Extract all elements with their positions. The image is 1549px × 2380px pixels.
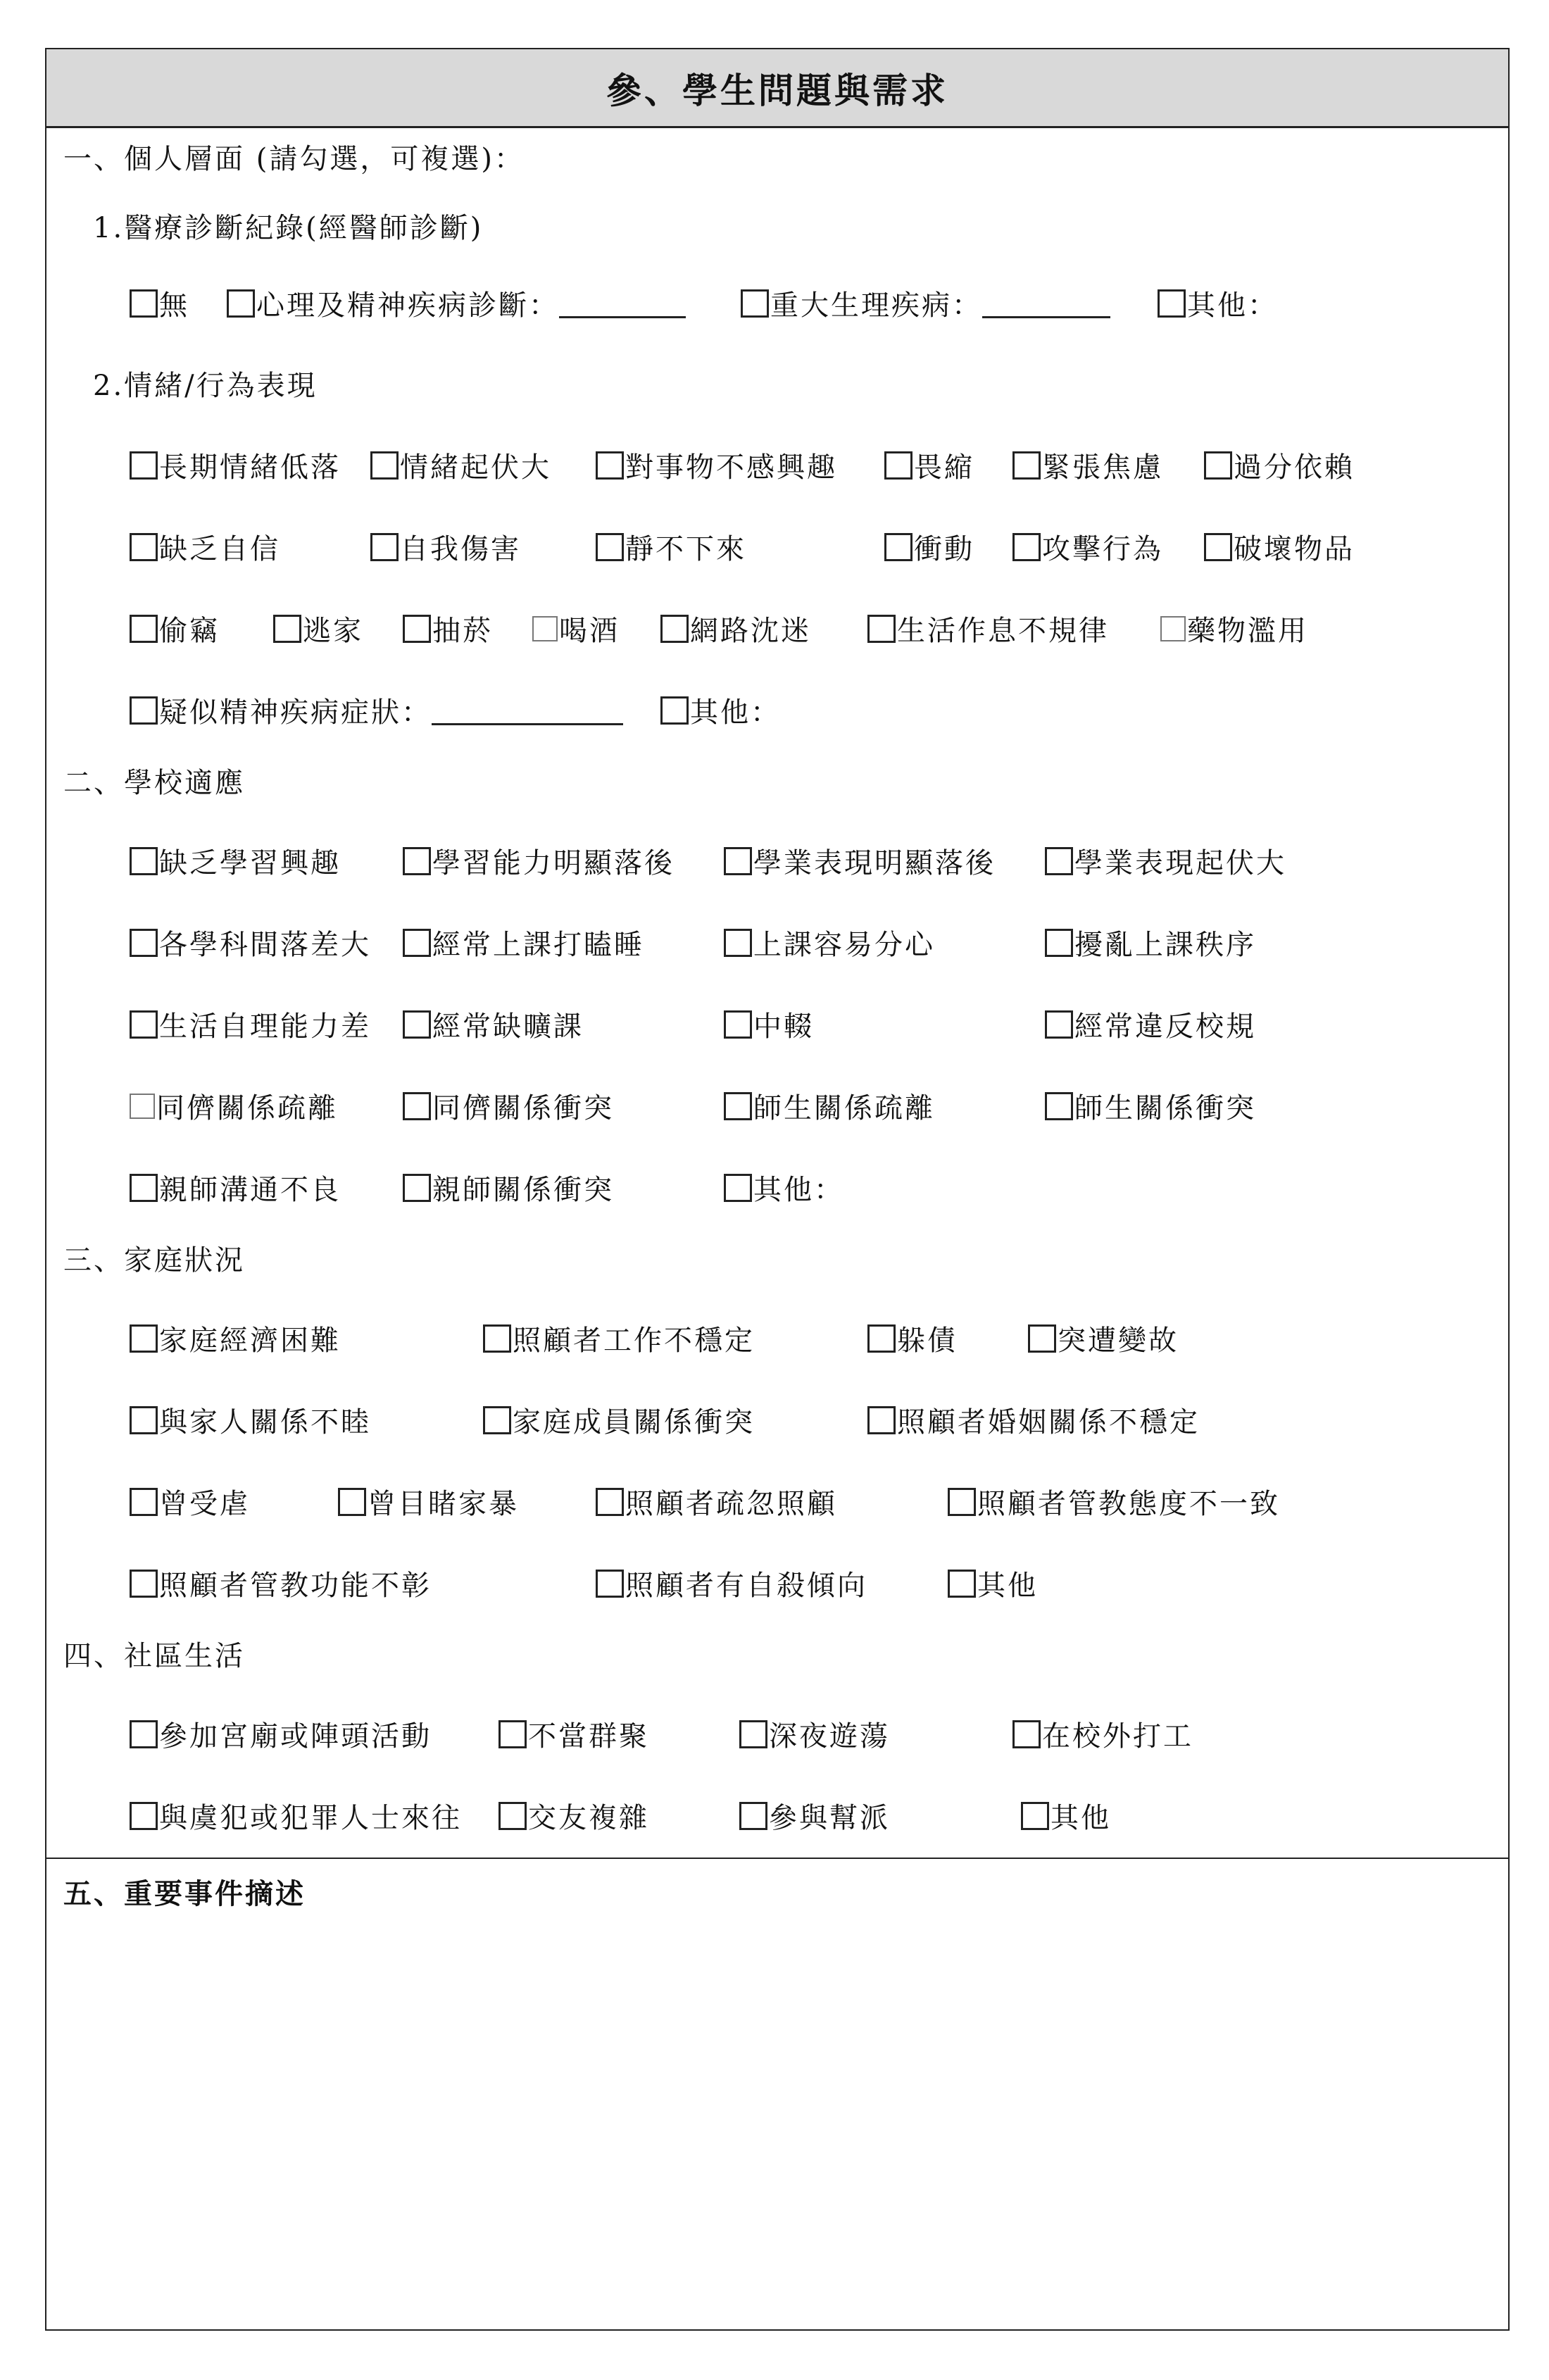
checkbox[interactable] <box>1045 847 1073 875</box>
option-family[interactable]: 曾目睹家暴 <box>338 1482 519 1522</box>
option-physical-illness[interactable]: 重大生理疾病： <box>741 283 1110 323</box>
checkbox[interactable] <box>1012 1720 1041 1748</box>
checkbox[interactable] <box>130 1488 158 1516</box>
option-school[interactable]: 親師溝通不良 <box>130 1167 341 1208</box>
option-school[interactable]: 同儕關係衝突 <box>403 1086 614 1126</box>
form-title: 參、學生問題與需求 <box>606 69 948 111</box>
checkbox[interactable] <box>403 615 431 643</box>
checkbox[interactable] <box>724 847 752 875</box>
option-family[interactable]: 照顧者婚姻關係不穩定 <box>867 1400 1200 1440</box>
checkbox[interactable] <box>1045 1092 1073 1120</box>
option-mental-diagnosis[interactable]: 心理及精神疾病診斷： <box>227 283 686 323</box>
checkbox[interactable] <box>1021 1802 1049 1830</box>
checkbox[interactable] <box>130 1010 158 1039</box>
option-school[interactable]: 學業表現明顯落後 <box>724 841 996 881</box>
checkbox[interactable] <box>1045 1010 1073 1039</box>
option-behavior[interactable]: 偷竊 <box>130 608 220 649</box>
option-emotion[interactable]: 對事物不感興趣 <box>596 445 837 485</box>
event-summary-area[interactable] <box>46 1922 1508 2324</box>
checkbox[interactable] <box>1012 451 1041 480</box>
option-family[interactable]: 照顧者管教態度不一致 <box>948 1482 1280 1522</box>
checkbox[interactable] <box>948 1488 976 1516</box>
checkbox[interactable] <box>403 1092 431 1120</box>
option-community[interactable]: 交友複雜 <box>498 1796 649 1836</box>
option-community[interactable]: 在校外打工 <box>1012 1714 1193 1754</box>
option-school[interactable]: 生活自理能力差 <box>130 1004 371 1044</box>
checkbox[interactable] <box>1160 616 1186 641</box>
option-school[interactable]: 各學科間落差大 <box>130 922 371 963</box>
checkbox[interactable] <box>867 1406 896 1434</box>
checkbox[interactable] <box>498 1802 527 1830</box>
option-community[interactable]: 深夜遊蕩 <box>739 1714 890 1754</box>
option-other-medical[interactable]: 其他： <box>1158 283 1278 323</box>
checkbox[interactable] <box>130 1570 158 1598</box>
option-behavior[interactable]: 藥物濫用 <box>1160 608 1308 649</box>
option-emotion[interactable]: 自我傷害 <box>370 527 521 567</box>
checkbox[interactable] <box>130 1094 155 1119</box>
option-emotion[interactable]: 畏縮 <box>884 445 974 485</box>
option-other-behavior[interactable]: 其他： <box>660 690 781 730</box>
option-emotion[interactable]: 長期情緒低落 <box>130 445 341 485</box>
checkbox[interactable] <box>867 1324 896 1353</box>
option-emotion[interactable]: 情緒起伏大 <box>370 445 551 485</box>
checkbox[interactable] <box>370 533 399 561</box>
option-school[interactable]: 其他： <box>724 1167 844 1208</box>
checkbox[interactable] <box>130 1720 158 1748</box>
option-family[interactable]: 其他 <box>948 1563 1038 1603</box>
checkbox[interactable] <box>130 289 158 318</box>
option-community[interactable]: 其他 <box>1021 1796 1111 1836</box>
checkbox[interactable] <box>483 1324 511 1353</box>
checkbox[interactable] <box>884 533 913 561</box>
checkbox[interactable] <box>130 615 158 643</box>
option-emotion[interactable]: 過分依賴 <box>1204 445 1355 485</box>
checkbox[interactable] <box>130 1802 158 1830</box>
section1-label: 一、個人層面 (請勾選，可複選)： <box>63 143 525 175</box>
checkbox[interactable] <box>227 289 255 318</box>
option-community[interactable]: 參加宮廟或陣頭活動 <box>130 1714 432 1754</box>
option-school[interactable]: 上課容易分心 <box>724 922 935 963</box>
checkbox[interactable] <box>403 1010 431 1039</box>
option-family[interactable]: 照顧者管教功能不彰 <box>130 1563 432 1603</box>
checkbox[interactable] <box>739 1802 767 1830</box>
checkbox[interactable] <box>130 1324 158 1353</box>
option-school[interactable]: 擾亂上課秩序 <box>1045 922 1256 963</box>
option-none[interactable]: 無 <box>130 283 189 323</box>
title-bar <box>46 49 1508 128</box>
option-school[interactable]: 學業表現起伏大 <box>1045 841 1286 881</box>
option-psych-symptoms[interactable]: 疑似精神疾病症狀： <box>130 690 623 730</box>
option-community[interactable]: 不當群聚 <box>498 1714 649 1754</box>
checkbox[interactable] <box>370 451 399 480</box>
option-family[interactable]: 照顧者工作不穩定 <box>483 1318 755 1358</box>
section-divider <box>46 1858 1508 1859</box>
option-family[interactable]: 照顧者疏忽照顧 <box>596 1482 837 1522</box>
checkbox[interactable] <box>338 1488 366 1516</box>
physical-illness-blank[interactable] <box>982 288 1110 318</box>
checkbox[interactable] <box>739 1720 767 1748</box>
option-family[interactable]: 家庭經濟困難 <box>130 1318 341 1358</box>
option-community[interactable]: 與虞犯或犯罪人士來往 <box>130 1796 462 1836</box>
checkbox[interactable] <box>596 451 624 480</box>
option-school[interactable]: 同儕關係疏離 <box>130 1086 338 1126</box>
option-family[interactable]: 家庭成員關係衝突 <box>483 1400 755 1440</box>
option-school[interactable]: 學習能力明顯落後 <box>403 841 675 881</box>
checkbox[interactable] <box>660 615 689 643</box>
option-emotion[interactable]: 衝動 <box>884 527 974 567</box>
checkbox[interactable] <box>130 1406 158 1434</box>
checkbox[interactable] <box>1045 929 1073 957</box>
checkbox[interactable] <box>130 1174 158 1202</box>
option-family[interactable]: 照顧者有自殺傾向 <box>596 1563 867 1603</box>
option-family[interactable]: 躲債 <box>867 1318 958 1358</box>
checkbox[interactable] <box>660 696 689 725</box>
option-behavior[interactable]: 抽菸 <box>403 608 493 649</box>
checkbox[interactable] <box>596 533 624 561</box>
option-emotion[interactable]: 破壞物品 <box>1204 527 1355 567</box>
option-family[interactable]: 與家人關係不睦 <box>130 1400 371 1440</box>
checkbox[interactable] <box>403 847 431 875</box>
checkbox[interactable] <box>130 451 158 480</box>
option-emotion[interactable]: 緊張焦慮 <box>1012 445 1163 485</box>
checkbox[interactable] <box>596 1570 624 1598</box>
checkbox[interactable] <box>130 929 158 957</box>
option-family[interactable]: 突遭變故 <box>1028 1318 1179 1358</box>
checkbox[interactable] <box>596 1488 624 1516</box>
option-emotion[interactable]: 攻擊行為 <box>1012 527 1163 567</box>
option-emotion[interactable]: 靜不下來 <box>596 527 746 567</box>
mental-diagnosis-blank[interactable] <box>559 288 686 318</box>
option-school[interactable]: 缺乏學習興趣 <box>130 841 341 881</box>
checkbox[interactable] <box>273 615 301 643</box>
section5-label: 五、重要事件摘述 <box>63 1877 306 1910</box>
option-school[interactable]: 中輟 <box>724 1004 814 1044</box>
checkbox[interactable] <box>130 533 158 561</box>
checkbox[interactable] <box>403 1174 431 1202</box>
option-emotion[interactable]: 缺乏自信 <box>130 527 280 567</box>
checkbox[interactable] <box>483 1406 511 1434</box>
option-behavior[interactable]: 逃家 <box>273 608 363 649</box>
checkbox[interactable] <box>884 451 913 480</box>
checkbox[interactable] <box>130 696 158 725</box>
section4-label: 四、社區生活 <box>63 1640 245 1672</box>
checkbox[interactable] <box>1204 451 1232 480</box>
section2-label: 二、學校適應 <box>63 767 245 799</box>
checkbox[interactable] <box>1204 533 1232 561</box>
checkbox[interactable] <box>532 616 558 641</box>
option-school[interactable]: 經常上課打瞌睡 <box>403 922 644 963</box>
option-school[interactable]: 師生關係衝突 <box>1045 1086 1256 1126</box>
option-school[interactable]: 師生關係疏離 <box>724 1086 935 1126</box>
option-behavior[interactable]: 網路沈迷 <box>660 608 811 649</box>
checkbox[interactable] <box>948 1570 976 1598</box>
section1-sub2-label: 2.情緒/行為表現 <box>93 370 318 402</box>
psych-symptoms-blank[interactable] <box>432 695 623 725</box>
section3-label: 三、家庭狀況 <box>63 1244 245 1277</box>
option-behavior[interactable]: 喝酒 <box>532 608 620 649</box>
checkbox[interactable] <box>1012 533 1041 561</box>
option-school[interactable]: 經常缺曠課 <box>403 1004 584 1044</box>
checkbox[interactable] <box>403 929 431 957</box>
option-community[interactable]: 參與幫派 <box>739 1796 890 1836</box>
checkbox[interactable] <box>1028 1324 1056 1353</box>
checkbox[interactable] <box>724 929 752 957</box>
student-needs-form <box>45 48 1510 2331</box>
checkbox[interactable] <box>741 289 769 318</box>
checkbox[interactable] <box>724 1092 752 1120</box>
checkbox[interactable] <box>724 1174 752 1202</box>
checkbox[interactable] <box>130 847 158 875</box>
checkbox[interactable] <box>867 615 896 643</box>
option-school[interactable]: 親師關係衝突 <box>403 1167 614 1208</box>
option-family[interactable]: 曾受虐 <box>130 1482 250 1522</box>
option-school[interactable]: 經常違反校規 <box>1045 1004 1256 1044</box>
section1-sub1-label: 1.醫療診斷紀錄(經醫師診斷) <box>93 212 484 244</box>
checkbox[interactable] <box>724 1010 752 1039</box>
option-behavior[interactable]: 生活作息不規律 <box>867 608 1109 649</box>
checkbox[interactable] <box>498 1720 527 1748</box>
checkbox[interactable] <box>1158 289 1186 318</box>
